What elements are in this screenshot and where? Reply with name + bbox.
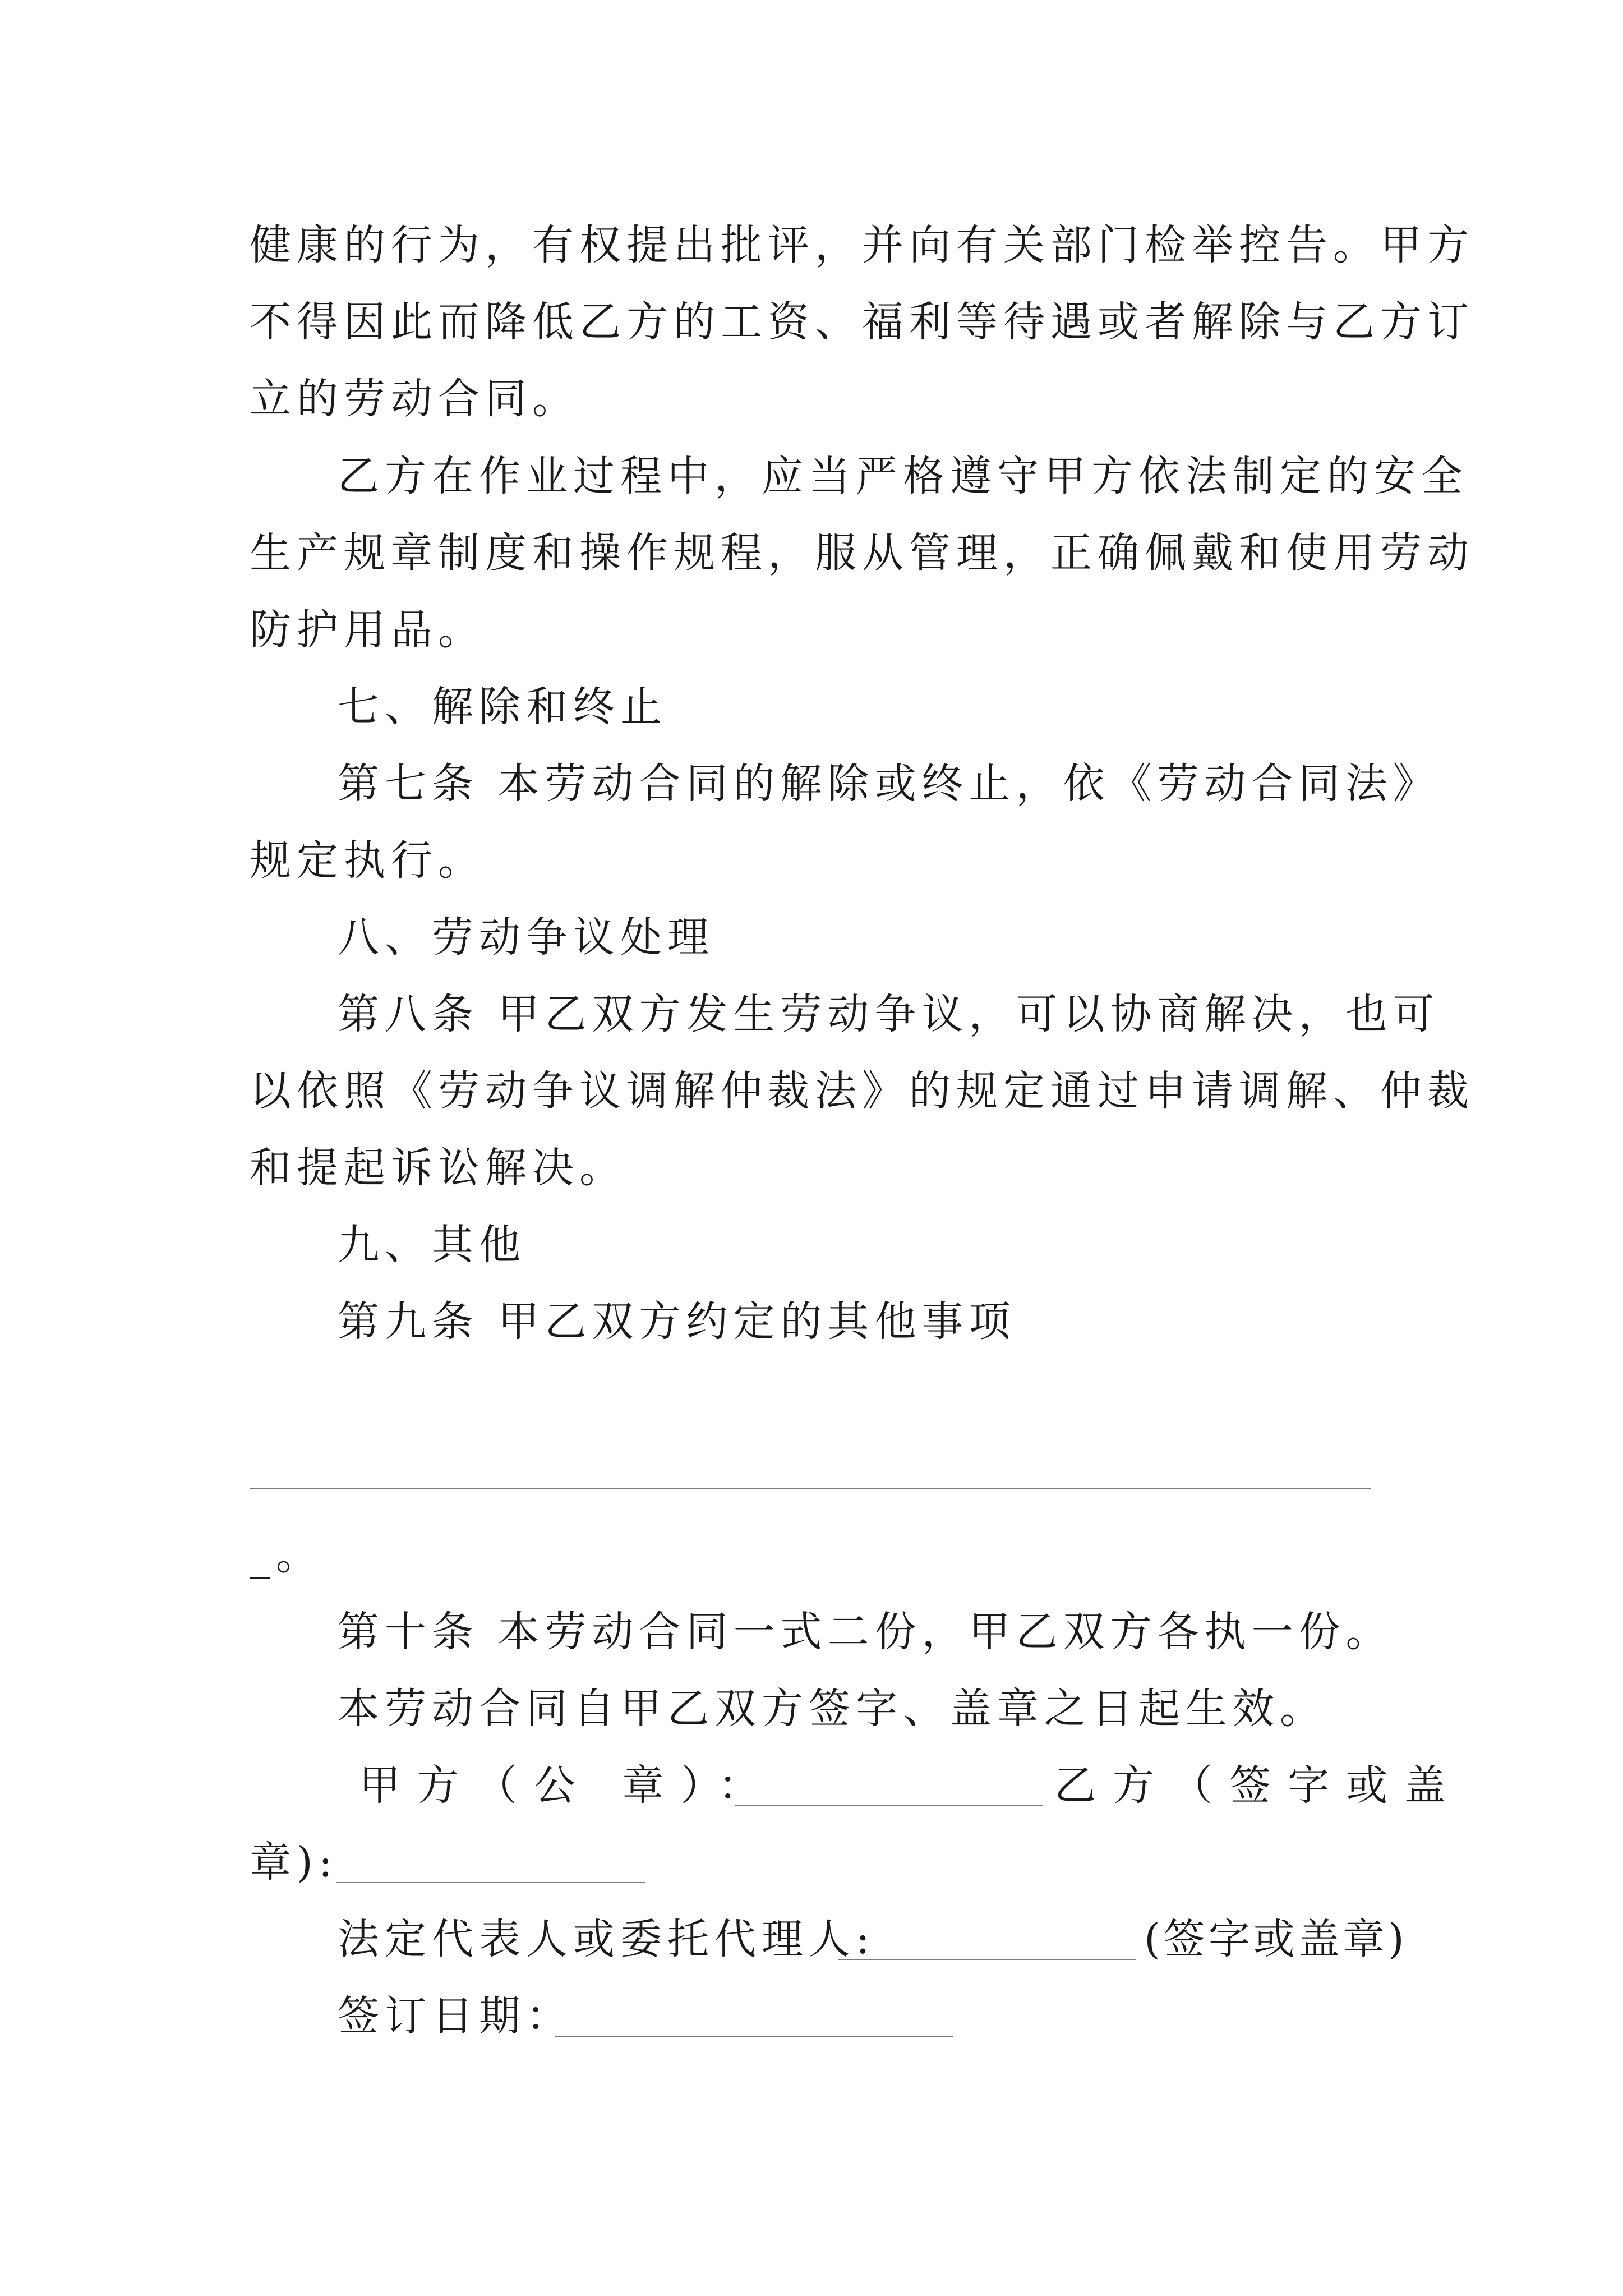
representative-blank [838,1959,1136,1960]
article-line: 第八条 甲乙双方发生劳动争议，可以协商解决，也可 [338,990,1440,1038]
party-b-label-cont: 章): [250,1838,338,1887]
date-label: 签订日期： [338,1992,573,2040]
paragraph-line: 防护用品。 [250,606,485,654]
article-line: 第十条 本劳动合同一式二份，甲乙双方各执一份。 [338,1608,1393,1656]
article-line: 本劳动合同自甲乙双方签字、盖章之日起生效。 [338,1685,1327,1733]
date-blank [555,2036,953,2037]
article-line: 以依照《劳动争议调解仲裁法》的规定通过申请调解、仲裁 [250,1067,1474,1115]
article-line: 第七条 本劳动合同的解除或终止，依《劳动合同法》 [338,760,1440,808]
paragraph-line: 健康的行为，有权提出批评，并向有关部门检举控告。甲方 [250,221,1474,269]
article-line-end: _。 [250,1531,323,1579]
representative-suffix: (签字或盖章) [1144,1915,1408,1963]
paragraph-line: 不得因此而降低乙方的工资、福利等待遇或者解除与乙方订 [250,298,1474,346]
paragraph-line: 生产规章制度和操作规程，服从管理，正确佩戴和使用劳动 [250,529,1474,577]
section-heading: 九、其他 [338,1221,526,1269]
section-heading: 七、解除和终止 [338,683,667,731]
representative-label: 法定代表人或委托代理人: [338,1915,875,1963]
party-b-label: 乙方（签字或盖 [1054,1761,1463,1810]
article-line: 规定执行。 [250,836,485,885]
party-a-blank [735,1805,1043,1806]
party-b-blank [336,1882,645,1883]
party-a-label: 甲方（公 章）： [359,1761,777,1810]
blank-rule [250,1488,1371,1489]
paragraph-line: 立的劳动合同。 [250,375,579,423]
article-line: 第九条 甲乙双方约定的其他事项 [338,1297,1016,1346]
section-heading: 八、劳动争议处理 [338,913,714,961]
article-line: 和提起诉讼解决。 [250,1144,626,1192]
paragraph-line: 乙方在作业过程中，应当严格遵守甲方依法制定的安全 [338,452,1468,500]
